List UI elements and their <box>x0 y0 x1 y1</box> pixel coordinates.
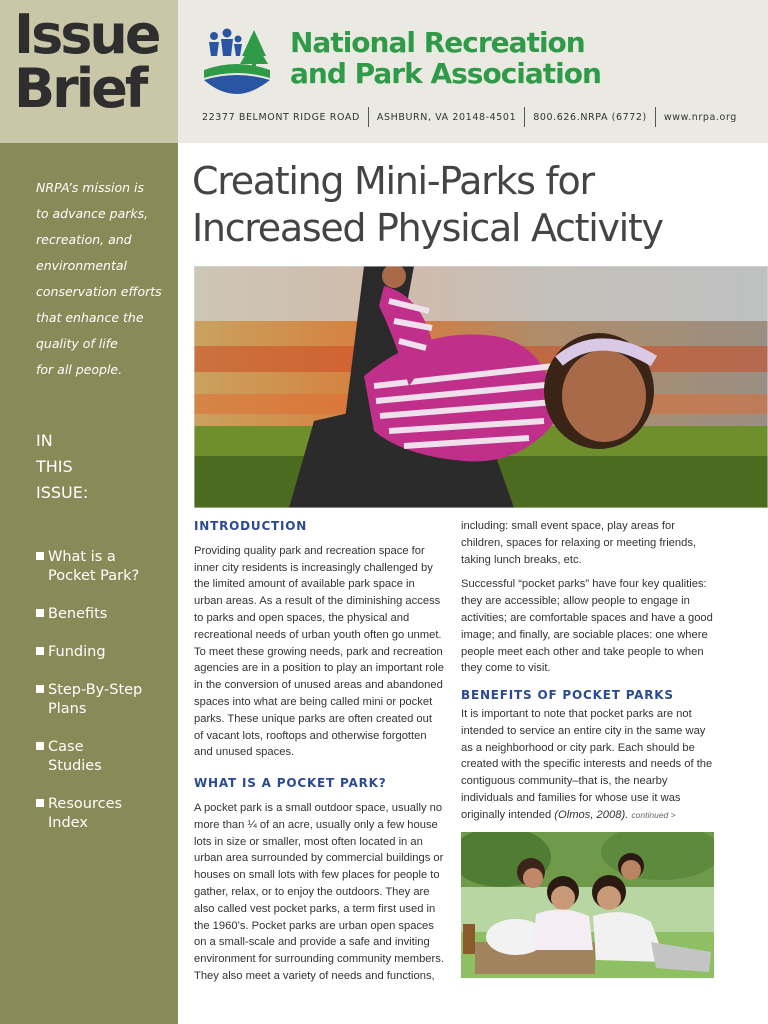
square-bullet-icon <box>36 742 44 750</box>
issue-brief-word: Issue <box>14 3 159 66</box>
family-photo-illustration <box>461 832 714 978</box>
page-title-line: Increased Physical Activity <box>192 206 663 250</box>
benefits-text: It is important to note that pocket parks are not intended to service an entire city in the same way as a neighborhood or city park. Each should be created with the specific interests and needs of the contiguous community–that is, the nearby individuals and families for whose use it was originally intended <box>461 707 713 821</box>
divider <box>368 107 369 127</box>
toc-item-resources[interactable] <box>36 795 171 833</box>
toc-item-label: Resources <box>48 796 123 812</box>
introduction-heading: INTRODUCTION <box>194 519 308 533</box>
toc-item-label: Step-By-Step <box>48 682 143 698</box>
phone-number: 800.626.NRPA (6772) <box>533 111 647 123</box>
mission-line: NRPA’s mission is <box>36 180 144 195</box>
mission-line: environmental <box>36 258 128 273</box>
mission-line: quality of life <box>36 336 118 351</box>
mission-line: conservation efforts <box>36 284 162 299</box>
family-photo <box>461 832 714 978</box>
citation: (Olmos, 2008). <box>554 808 629 821</box>
toc-item-label: Funding <box>48 644 106 660</box>
org-name-line: National Recreation <box>290 26 585 59</box>
square-bullet-icon <box>36 552 44 560</box>
address-city: ASHBURN, VA 20148-4501 <box>376 111 517 123</box>
in-this-issue-heading <box>36 428 116 506</box>
benefits-heading: BENEFITS OF POCKET PARKS <box>461 688 674 703</box>
toc-item-label: What is a <box>48 549 116 565</box>
issue-brief-box <box>0 0 178 143</box>
page-title <box>192 158 762 252</box>
square-bullet-icon <box>36 609 44 617</box>
header-band <box>178 0 768 143</box>
benefits-paragraph <box>461 706 716 824</box>
sidebar <box>0 143 178 1024</box>
org-name <box>290 27 760 89</box>
in-this-issue-word: THIS <box>36 457 73 476</box>
mission-line: that enhance the <box>36 310 144 325</box>
org-name-line: and Park Association <box>290 57 601 90</box>
address-street: 22377 BELMONT RIDGE ROAD <box>202 111 360 123</box>
square-bullet-icon <box>36 685 44 693</box>
mission-line: for all people. <box>36 362 123 377</box>
toc-item-label: Index <box>48 815 88 831</box>
issue-brief-word: Brief <box>14 57 146 120</box>
divider <box>524 107 525 127</box>
toc-item-label: Benefits <box>48 606 108 622</box>
hero-photo <box>194 266 768 508</box>
body-column-right <box>461 518 716 832</box>
toc-item-step-by-step[interactable] <box>36 681 171 719</box>
toc-item-funding[interactable] <box>36 643 171 662</box>
toc-item-label: Case <box>48 739 84 755</box>
divider <box>655 107 656 127</box>
mission-statement <box>36 175 168 383</box>
page-title-line: Creating Mini-Parks for <box>192 159 594 203</box>
pocket-park-paragraph: A pocket park is a small outdoor space, usually no more than ¼ of an acre, usually only a few house lots in size or smaller, most often located in an urban area surrounded by commercial buildings or houses on small lots with few places for people to gather, relax, or to enjoy the outdoors. They are also called vest pocket parks, a term first used in the 1960’s. Pocket parks are urban open spaces on a small-scale and provide a safe and inviting environment for surrounding community members. They also meet a variety of needs and functions, <box>194 801 444 982</box>
pocket-park-qualities-paragraph: Successful “pocket parks” have four key qualities: they are accessible; allow people to engage in activities; are comfortable spaces and have a good image; and finally, are sociable places: one where people meet each other and take people to when they come to visit. <box>461 578 713 675</box>
toc-item-label: Studies <box>48 758 102 774</box>
toc-item-benefits[interactable] <box>36 605 171 624</box>
toc-item-label: Pocket Park? <box>48 568 140 584</box>
square-bullet-icon <box>36 647 44 655</box>
toc-item-label: Plans <box>48 701 87 717</box>
nrpa-logo-icon <box>202 24 272 94</box>
toc-item-case-studies[interactable] <box>36 738 171 776</box>
introduction-paragraph: Providing quality park and recreation space for inner city residents is increasingly challenged by the limited amount of available park space in urban areas. As a result of the diminishing access to parks and open spaces, the physical and recreational needs of urban youth often go unmet. To meet these growing needs, park and recreation agencies are in a position to play an important role in the conversion of unused areas and abandoned spaces into what are being called mini or pocket parks. These unique parks are often created out of vacant lots, rooftops and otherwise forgotten and unused spaces. <box>194 544 445 759</box>
issue-brief-title <box>14 3 159 120</box>
table-of-contents <box>36 548 171 852</box>
pocket-park-paragraph-cont: including: small event space, play areas for children, spaces for relaxing or meeting friends, taking lunch breaks, etc. <box>461 520 697 566</box>
continued-link[interactable]: continued > <box>631 809 676 820</box>
mission-line: recreation, and <box>36 232 132 247</box>
pocket-park-heading: WHAT IS A POCKET PARK? <box>194 776 387 791</box>
toc-item-pocket-park[interactable] <box>36 548 171 586</box>
in-this-issue-word: ISSUE: <box>36 483 89 502</box>
hero-photo-illustration <box>194 266 768 508</box>
mission-line: to advance parks, <box>36 206 149 221</box>
contact-row <box>202 107 737 127</box>
body-column-left <box>194 518 444 993</box>
square-bullet-icon <box>36 799 44 807</box>
website-link[interactable]: www.nrpa.org <box>663 111 737 123</box>
in-this-issue-word: IN <box>36 431 53 450</box>
